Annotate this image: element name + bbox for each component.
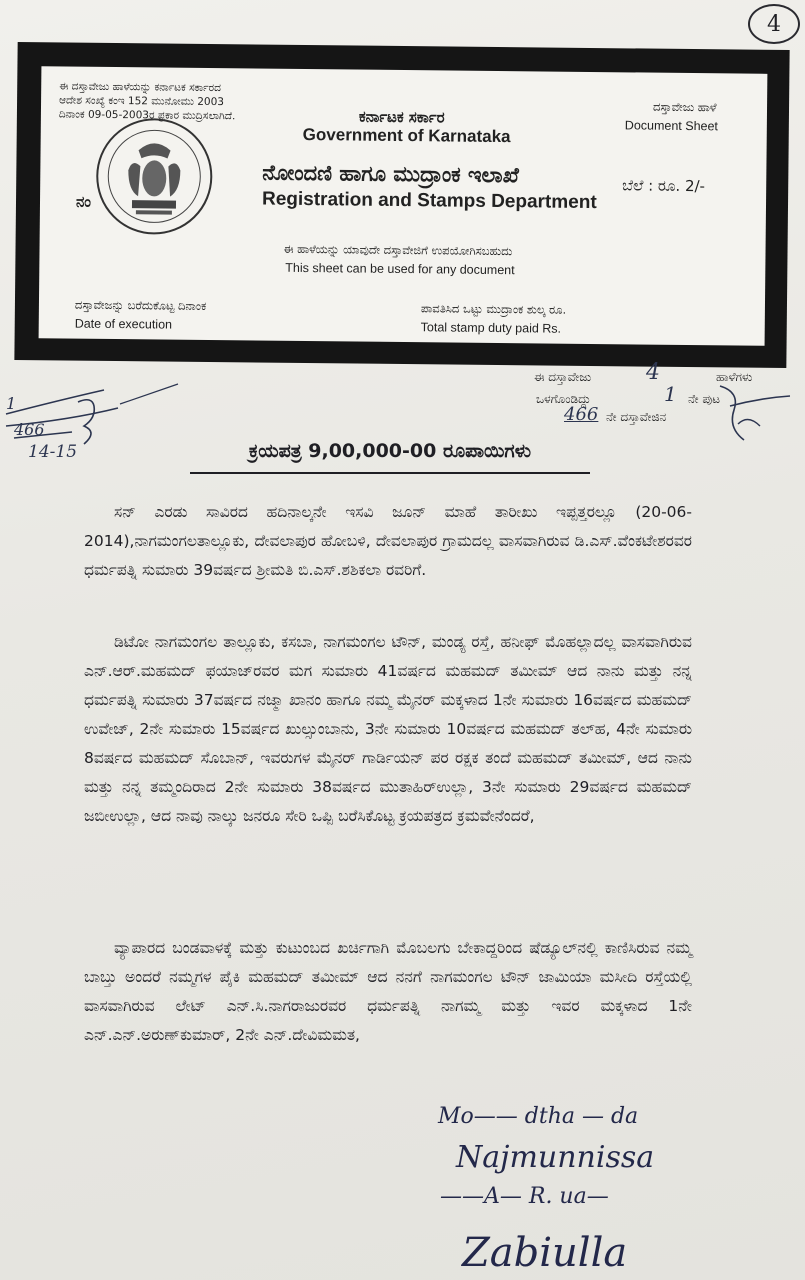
paragraph-3 bbox=[84, 934, 692, 1050]
exec-date-kannada: ದಸ್ತಾವೇಜನ್ನು ಬರೆದುಕೊಟ್ಟ ದಿನಾಂಕ bbox=[74, 297, 207, 313]
signature-3: ——A— R. ua— bbox=[440, 1184, 609, 1209]
dept-english: Registration and Stamps Department bbox=[261, 188, 597, 214]
margin-scribble bbox=[0, 380, 190, 470]
signature-4: Zabiulla bbox=[462, 1230, 628, 1276]
paragraph-3-text: ವ್ಯಾಪಾರದ ಬಂಡವಾಳಕ್ಕೆ ಮತ್ತು ಕುಟುಂಬದ ಖರ್ಚಿಗಾಗಿ ಮೊಬಲಗು ಬೇಕಾದ್ದರಿಂದ ಷೆಡ್ಯೂಲ್‌ನಲ್ಲಿ ಕಾಣಿಸಿರುವ ನಮ್ಮ ಬಾಬ್ತು ಅಂದರೆ ನಮ್ಮಗಳ ಪೈಕಿ ಮಹಮದ್ ತಮೀಮ್ ಆದ ನನಗೆ ನಾಗಮಂಗಲ ಟೌನ್ ಜಾಮಿಯಾ ಮಸೀದಿ ರಸ್ತೆಯಲ್ಲಿ ವಾಸವಾಗಿರುವ ಲೇಟ್ ಎನ್.ಸಿ.ನಾಗರಾಜುರವರ ಧರ್ಮಪತ್ನಿ ನಾಗಮ್ಮ ಮತ್ತು ಇವರ ಮಕ್ಕಳಾದ 1ನೇ ಎನ್.ಎನ್.ಅರುಣ್‌ಕುಮಾರ್, 2ನೇ ಎನ್.ದೇವಿಮಮತ, bbox=[84, 939, 692, 1044]
registry-line-2-label: ಒಳಗೊಂಡಿದ್ದು bbox=[536, 392, 591, 406]
serial-prefix: ನಂ bbox=[75, 192, 92, 211]
usage-kannada: ಈ ಹಾಳೆಯನ್ನು ಯಾವುದೇ ದಸ್ತಾವೇಜಿಗೆ ಉಪಯೋಗಿಸಬಹುದು bbox=[283, 241, 513, 259]
paragraph-2-text: ಡಿಟೋ ನಾಗಮಂಗಲ ತಾಲ್ಲೂಕು, ಕಸಬಾ, ನಾಗಮಂಗಲ ಟೌನ್, ಮಂಡ್ಯ ರಸ್ತೆ, ಹನೀಫ್ ಮೊಹಲ್ಲಾದಲ್ಲ ವಾಸವಾಗಿರುವ ಎನ್.ಆರ್.ಮಹಮದ್ ಫಯಾಜ್‌ರವರ ಮಗ ಸುಮಾರು 41ವರ್ಷದ ಮಹಮದ್ ತಮೀಮ್ ಆದ ನಾನು ಮತ್ತು ನನ್ನ ಧರ್ಮಪತ್ನಿ ಸುಮಾರು 37ವರ್ಷದ ನಜ್ಮಾ ಖಾನಂ ಹಾಗೂ ನಮ್ಮ ಮೈನರ್ ಮಕ್ಕಳಾದ 1ನೇ ಸುಮಾರು 16ವರ್ಷದ ಮಹಮದ್ ಉವೇಜ್, 2ನೇ ಸುಮಾರು 15ವರ್ಷದ ಖುಲ್ಸುಂಬಾನು, 3ನೇ ಸುಮಾರು 10ವರ್ಷದ ಮಹಮದ್ ತಲ್‌ಹ, 4ನೇ ಸುಮಾರು 8ವರ್ಷದ ಮಹಮದ್ ಸೊಬಾನ್, ಇವರುಗಳ ಮೈನರ್ ಗಾರ್ಡಿಯನ್ ಪರ ರಕ್ಷಕ ತಂದೆ ಮಹಮದ್ ತಮೀಮ್, ಆದ ನಾನು ಮತ್ತು ನನ್ನ ತಮ್ಮಂದಿರಾದ 2ನೇ ಸುಮಾರು 38ವರ್ಷದ ಮುತಾಹಿರ್‌ಉಲ್ಲಾ, 3ನೇ ಸುಮಾರು 29ವರ್ಷದ ಮಹಮದ್ ಜಬೀಉಲ್ಲಾ, ಆದ ನಾವು ನಾಲ್ಕು ಜನರೂ ಸೇರಿ ಒಪ್ಪಿ ಬರೆಸಿಕೊಟ್ಟ ಕ್ರಯಪತ್ರದ ಕ್ರಮವೇನೆಂದರೆ, bbox=[84, 633, 692, 825]
usage-english: This sheet can be used for any document bbox=[285, 260, 515, 278]
registry-line-2-suffix: ನೇ ಪುಟ bbox=[688, 392, 721, 406]
margin-note-1: 1 bbox=[6, 394, 17, 413]
exec-date-english: Date of execution bbox=[74, 316, 173, 332]
price-label: ಬೆಲೆ : ರೂ. 2/- bbox=[622, 176, 706, 196]
stamp-paper-header bbox=[14, 42, 789, 368]
gov-title-english: Government of Karnataka bbox=[302, 124, 511, 147]
registry-signature-mark bbox=[700, 376, 800, 446]
notice-line-2: ಆದೇಶ ಸಂಖ್ಯೆ ಕಂಇ 152 ಮುನೋಮು 2003 bbox=[59, 94, 225, 109]
registry-line-3-suffix: ನೇ ದಸ್ತಾವೇಜಿನ bbox=[606, 410, 667, 424]
margin-note-3: 14-15 bbox=[28, 442, 78, 462]
registry-line-1-value: 4 bbox=[646, 360, 660, 385]
paragraph-1-text: ಸನ್ ಎರಡು ಸಾವಿರದ ಹದಿನಾಲ್ಕನೇ ಇಸವಿ ಜೂನ್ ಮಾಹೆ ತಾರೀಖು ಇಪ್ಪತ್ತರಲ್ಲೂ (20-06-2014),ನಾಗಮಂಗಲತಾಲ್ಲೂಕು, ದೇವಲಾಪುರ ಹೋಬಳಿ, ದೇವಲಾಪುರ ಗ್ರಾಮದಲ್ಲ ವಾಸವಾಗಿರುವ ಡಿ.ಎಸ್.ವೆಂಕಟೇಶರವರ ಧರ್ಮಪತ್ನಿ ಸುಮಾರು 39ವರ್ಷದ ಶ್ರೀಮತಿ ಬಿ.ಎಸ್.ಶಶಿಕಲಾ ರವರಿಗೆ. bbox=[84, 503, 692, 579]
duty-kannada: ಪಾವತಿಸಿದ ಒಟ್ಟು ಮುದ್ರಾಂಕ ಶುಲ್ಕ ರೂ. bbox=[420, 301, 567, 317]
doc-sheet-kannada: ದಸ್ತಾವೇಜು ಹಾಳೆ bbox=[652, 99, 717, 115]
notice-line-1: ಈ ದಸ್ತಾವೇಜು ಹಾಳೆಯನ್ನು ಕರ್ನಾಟಕ ಸರ್ಕಾರದ bbox=[59, 80, 221, 95]
gov-title-kannada: ಕರ್ನಾಟಕ ಸರ್ಕಾರ bbox=[358, 107, 445, 127]
deed-heading: ಕ್ರಯಪತ್ರ 9,00,000-00 ರೂಪಾಯಿಗಳು bbox=[190, 440, 590, 474]
page-number: 4 bbox=[748, 4, 800, 44]
registry-line-3-value: 466 bbox=[564, 404, 599, 425]
emblem-icon bbox=[98, 120, 211, 233]
dept-kannada: ನೋಂದಣಿ ಹಾಗೂ ಮುದ್ರಾಂಕ ಇಲಾಖೆ bbox=[262, 160, 519, 188]
paragraph-2 bbox=[84, 628, 692, 831]
duty-english: Total stamp duty paid Rs. bbox=[420, 320, 562, 336]
signature-1: Mo—— dtha — da bbox=[438, 1104, 639, 1129]
state-emblem bbox=[96, 118, 213, 235]
margin-note-2: 466 bbox=[14, 420, 45, 439]
notice-line-3: ದಿನಾಂಕ 09-05-2003ರ ಪ್ರಕಾರ ಮುದ್ರಿಸಲಾಗಿದೆ. bbox=[58, 108, 236, 123]
registry-line-1-label: ಈ ದಸ್ತಾವೇಜು bbox=[534, 370, 592, 384]
signature-2: Najmunnissa bbox=[456, 1140, 655, 1175]
doc-sheet-english: Document Sheet bbox=[624, 118, 719, 134]
registry-line-2-value: 1 bbox=[664, 382, 677, 406]
paragraph-1 bbox=[84, 498, 692, 585]
registry-line-1-suffix: ಹಾಳೆಗಳು bbox=[716, 370, 753, 384]
